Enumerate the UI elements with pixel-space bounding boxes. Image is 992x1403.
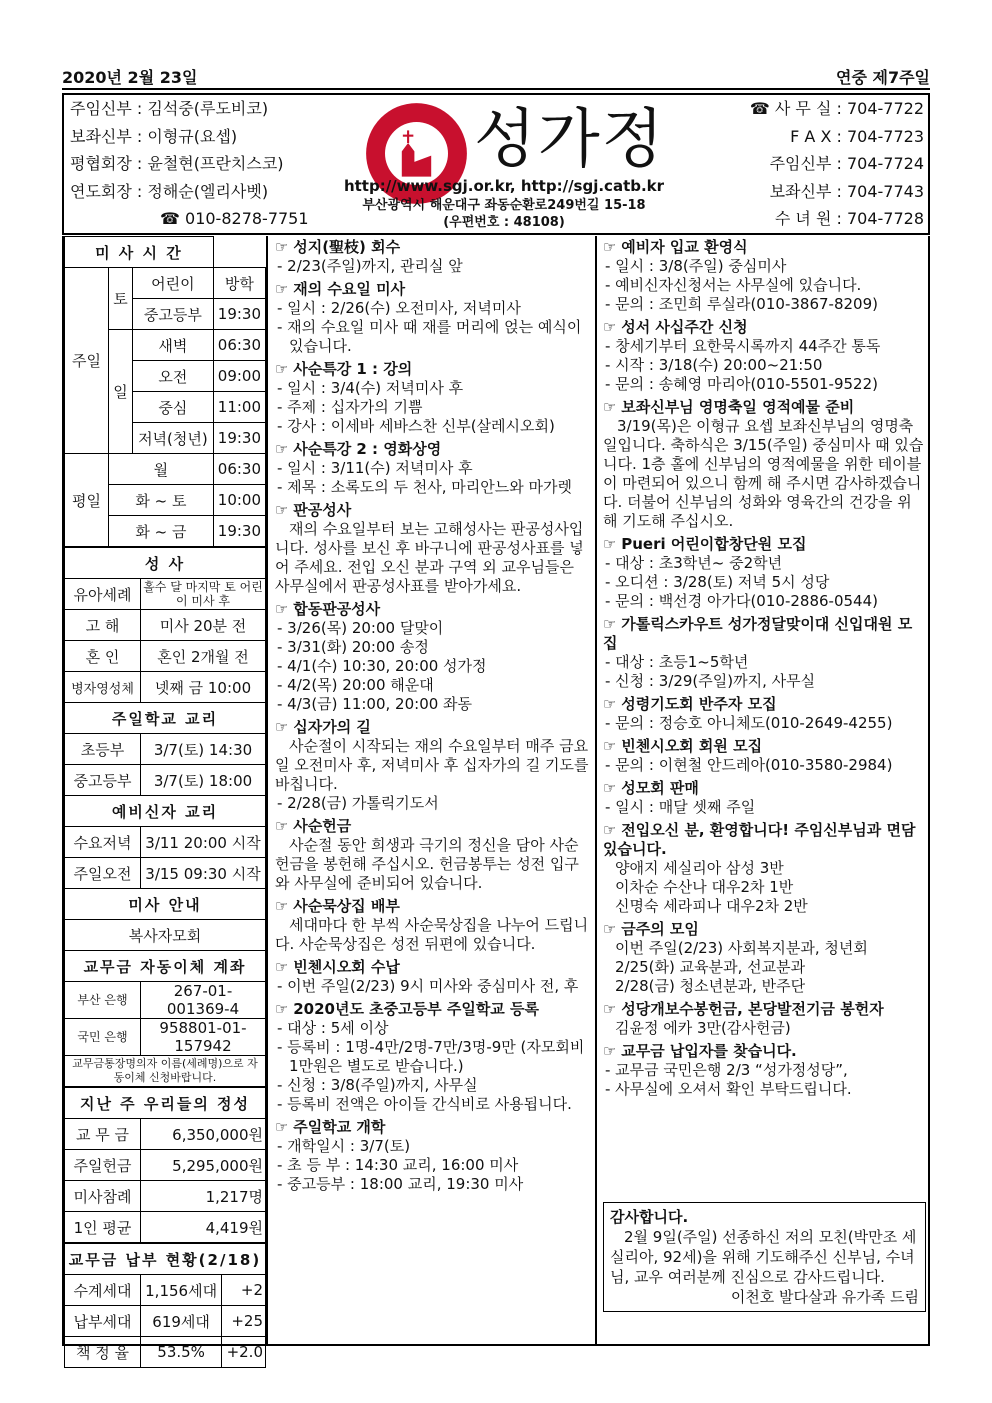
notice-item xyxy=(271,278,595,358)
notice-line: - 개학일시 : 3/7(토) xyxy=(277,1137,411,1155)
notice-item xyxy=(271,895,595,956)
notice-title: ☞ 사순특강 2 : 영화상영 xyxy=(275,440,591,459)
notice-line: 신명숙 세라피나 대우2차 2반 xyxy=(615,897,808,915)
notice-item xyxy=(599,819,930,918)
notice-title: ☞ 사순묵상집 배부 xyxy=(275,897,591,916)
notice-body: 3/19(목)은 이형규 요셉 보좌신부님의 영명축일입니다. 축하식은 3/15(주일) 중심미사 때 있습니다. 1층 홀에 신부님의 영적예물을 위한 테이블이 마련되어 있으니 함께 해 주시면 감사하겠습니다. 더불어 신부님의 성화와 영육간의 건강을 위해 기도해 주십시오. xyxy=(603,417,924,530)
notice-body: 세대마다 한 부씩 사순묵상집을 나누어 드립니다. 사순묵상집은 성전 뒤편에 있습니다. xyxy=(275,916,589,953)
notice-line: - 4/3(금) 11:00, 20:00 좌동 xyxy=(277,695,473,713)
notice-item xyxy=(271,236,595,278)
notice-line: - 3/26(목) 20:00 달맞이 xyxy=(277,619,444,637)
notice-line: - 등록비 전액은 아이들 간식비로 사용됩니다. xyxy=(277,1095,572,1113)
notice-title: ☞ 주일학교 개학 xyxy=(275,1118,591,1137)
thanks-box: 감사합니다. 2월 9일(주일) 선종하신 저의 모친(박만조 세실리아, 92세)을 위해 기도해주신 신부님, 수녀님, 교우 여러분께 진심으로 감사드립니다. 이천호 발다살과 유가족 드림 xyxy=(603,1202,926,1312)
notice-title: ☞ 예비자 입교 환영식 xyxy=(603,238,926,257)
notice-item xyxy=(599,998,930,1040)
notice-title: ☞ 성모회 판매 xyxy=(603,779,926,798)
dues-table: 교무금 납부 현황(2/18) 수계세대 1,156세대 +2 납부세대 619세대 +25 책 정 율 53.5% +2.0 xyxy=(64,1243,266,1368)
staff-list xyxy=(70,95,309,233)
notice-line: - 4/1(수) 10:30, 20:00 성가정 xyxy=(277,657,487,675)
address: 부산광역시 해운대구 좌동순환로249번길 15-18 (우편번호 : 48108) xyxy=(362,198,646,230)
right-column xyxy=(599,236,930,1344)
notice-line: 2/28(금) 청소년분과, 반주단 xyxy=(615,977,806,995)
notice-item xyxy=(599,316,930,396)
notice-line: - 재의 수요일 미사 때 재를 머리에 얹는 예식이 있습니다. xyxy=(277,318,582,355)
notice-line: 이차순 수산나 대우2차 1반 xyxy=(615,878,794,896)
notice-item xyxy=(599,918,930,998)
office-phone: ☎ 사 무 실 : 704-7722 xyxy=(749,99,924,118)
left-column xyxy=(64,236,268,1362)
phone: ☎ 010-8278-7751 xyxy=(160,209,309,228)
notice-title: ☞ 전입오신 분, 환영합니다! 주임신부님과 면담 있습니다. xyxy=(603,821,926,859)
notice-title: ☞ 합동판공성사 xyxy=(275,600,591,619)
notice-item xyxy=(599,1040,930,1101)
notice-line: 이번 주일(2/23) 사회복지분과, 청년회 xyxy=(615,939,868,957)
notice-title: ☞ 성당개보수봉헌금, 본당발전기금 봉헌자 xyxy=(603,1000,926,1019)
notice-line: - 신청 : 3/29(주일)까지, 사무실 xyxy=(605,672,816,690)
notice-line: - 오디션 : 3/28(토) 저녁 5시 성당 xyxy=(605,573,830,591)
notice-line: - 4/2(목) 20:00 해운대 xyxy=(277,676,434,694)
notice-item xyxy=(271,716,595,815)
notice-line: - 2/23(주일)까지, 관리실 앞 xyxy=(277,257,463,275)
notice-line: - 초 등 부 : 14:30 교리, 16:00 미사 xyxy=(277,1156,519,1174)
notice-item xyxy=(599,613,930,693)
notice-line: - 시작 : 3/18(수) 20:00~21:50 xyxy=(605,356,823,374)
notice-item xyxy=(271,956,595,998)
notice-title: ☞ 2020년도 초중고등부 주일학교 등록 xyxy=(275,1000,591,1019)
notice-item xyxy=(599,735,930,777)
prayer-president: 연도회장 : 정해순(엘리사벳) xyxy=(70,181,269,201)
notice-line: - 2/28(금) 가톨릭기도서 xyxy=(277,794,439,812)
notice-title: ☞ 사순특강 1 : 강의 xyxy=(275,360,591,379)
notice-line: - 문의 : 송혜영 마리아(010-5501-9522) xyxy=(605,375,878,393)
fax: F A X : 704-7723 xyxy=(790,126,924,146)
notice-item xyxy=(271,1116,595,1196)
notice-line: - 강사 : 이세바 세바스찬 신부(살레시오회) xyxy=(277,417,555,435)
notice-line: - 문의 : 백선경 아가다(010-2886-0544) xyxy=(605,592,878,610)
notice-line: - 사무실에 오셔서 확인 부탁드립니다. xyxy=(605,1080,852,1098)
notice-line: - 일시 : 3/4(수) 저녁미사 후 xyxy=(277,379,464,397)
website-links[interactable]: http://www.sgj.or.kr, http://sgj.catb.kr xyxy=(343,177,665,195)
assistant-phone: 보좌신부 : 704-7743 xyxy=(769,181,924,201)
notice-item xyxy=(599,693,930,735)
notice-line: - 일시 : 2/26(수) 오전미사, 저녁미사 xyxy=(277,299,521,317)
notice-body: 사순절이 시작되는 재의 수요일부터 매주 금요일 오전미사 후, 저녁미사 후 십자가의 길 기도를 바칩니다. xyxy=(275,737,589,793)
notice-title: ☞ 재의 수요일 미사 xyxy=(275,280,591,299)
notice-item xyxy=(599,236,930,316)
pastor-phone: 주임신부 : 704-7724 xyxy=(769,154,924,173)
notice-item xyxy=(599,533,930,613)
top-bar xyxy=(62,66,930,90)
notice-line: - 교무금 국민은행 2/3 “성가정성당”, xyxy=(605,1061,848,1079)
convent-phone: 수 녀 원 : 704-7728 xyxy=(774,209,924,228)
notice-title: ☞ 십자가의 길 xyxy=(275,718,591,737)
notice-line: - 대상 : 초3학년~ 중2학년 xyxy=(605,554,783,572)
notice-title: ☞ 성지(聖枝) 회수 xyxy=(275,238,591,257)
notice-title: ☞ 교무금 납입자를 찾습니다. xyxy=(603,1042,926,1061)
mass-schedule-table: 미 사 시 간 주일 토 어린이 방학 중고등부 19:30 일 새벽 06:30 오전 09:00 중심 11:00 저녁(청년) 19:30 평일 월 06:30 화 ~ 토 10:00 화 ~ 금 19:30 xyxy=(64,236,266,547)
notice-line: - 등록비 : 1명-4만/2명-7만/3명-9만 (자모회비 1만원은 별도로 받습니다.) xyxy=(277,1038,585,1075)
notice-title: ☞ 사순헌금 xyxy=(275,817,591,836)
notice-item xyxy=(271,358,595,438)
council-president: 평협회장 : 윤철현(프란치스코) xyxy=(70,154,284,173)
notice-line: - 일시 : 3/11(수) 저녁미사 후 xyxy=(277,459,473,477)
notice-line: - 예비신자신청서는 사무실에 있습니다. xyxy=(605,276,862,294)
notice-line: 2/25(화) 교육분과, 선교분과 xyxy=(615,958,806,976)
notice-line: - 대상 : 초등1~5학년 xyxy=(605,653,749,671)
notice-line: 김윤정 에카 3만(감사헌금) xyxy=(615,1019,791,1037)
notice-line: - 3/31(화) 20:00 송정 xyxy=(277,638,429,656)
middle-column xyxy=(271,236,597,1344)
contact-list xyxy=(750,95,924,233)
notice-line: - 문의 : 조민희 루실라(010-3867-8209) xyxy=(605,295,878,313)
notice-line: 양애지 세실리아 삼성 3반 xyxy=(615,859,784,877)
assistant-priest: 보좌신부 : 이형규(요셉) xyxy=(70,126,238,146)
notice-line: - 문의 : 이현철 안드레아(010-3580-2984) xyxy=(605,756,893,774)
masthead xyxy=(62,93,930,235)
notice-item xyxy=(271,438,595,499)
notice-line: - 제목 : 소록도의 두 천사, 마리안느와 마가렛 xyxy=(277,478,572,496)
notice-item xyxy=(271,598,595,716)
notice-line: - 중고등부 : 18:00 교리, 19:30 미사 xyxy=(277,1175,524,1193)
notice-title: ☞ 가톨릭스카우트 성가정달맞이대 신입대원 모집 xyxy=(603,615,926,653)
liturgical-week: 연중 제7주일 xyxy=(836,68,930,87)
notice-title: ☞ 빈첸시오회 회원 모집 xyxy=(603,737,926,756)
notice-title: ☞ 성령기도회 반주자 모집 xyxy=(603,695,926,714)
notice-item xyxy=(271,815,595,895)
offering-table: 지난 주 우리들의 정성 교 무 금 6,350,000원 주일헌금 5,295,000원 미사참례 1,217명 1인 평균 4,419원 xyxy=(64,1087,266,1243)
content-area xyxy=(62,236,930,1362)
notice-item xyxy=(599,777,930,819)
newsletter-title: 성가정 xyxy=(474,103,666,177)
notice-title: ☞ 성서 사십주간 신청 xyxy=(603,318,926,337)
notice-item xyxy=(599,396,930,533)
notice-line: - 이번 주일(2/23) 9시 미사와 중심미사 전, 후 xyxy=(277,977,579,995)
pastor: 주임신부 : 김석중(루도비코) xyxy=(70,99,269,118)
notice-title: ☞ 금주의 모임 xyxy=(603,920,926,939)
notice-item xyxy=(271,998,595,1116)
issue-date: 2020년 2월 23일 xyxy=(62,68,198,87)
notice-line: - 창세기부터 요한묵시록까지 44주간 통독 xyxy=(605,337,881,355)
notice-line: - 일시 : 3/8(주일) 중심미사 xyxy=(605,257,787,275)
notice-line: - 대상 : 5세 이상 xyxy=(277,1019,389,1037)
notice-title: ☞ 판공성사 xyxy=(275,501,591,520)
notice-body: 사순절 동안 희생과 극기의 정신을 담아 사순헌금을 봉헌해 주십시오. 헌금봉투는 성전 입구와 사무실에 준비되어 있습니다. xyxy=(275,836,579,892)
notice-title: ☞ Pueri 어린이합창단원 모집 xyxy=(603,535,926,554)
notice-title: ☞ 빈첸시오회 수납 xyxy=(275,958,591,977)
sacrament-table: 성 사 유아세례 홀수 달 마지막 토 어린이 미사 후 고 해 미사 20분 전 혼 인 혼인 2개월 전 병자영성체 넷째 금 10:00 주일학교 교리 초등부 3/7(토) 14:30 중고등부 3/7(토) 18:00 예비신자 교리 수요저녁 3/11 20:00 시작 주일오전 3/15 09:30 시작 미사 안내 복사자모회 교무금 자동이체 계좌 부산 은행 267-01-001369-4 국민 은행 958801-01-157942 교무금통장명의자 이름(세례명)으로 자동이체 신청바랍니다. xyxy=(64,547,266,1087)
notice-line: - 문의 : 정승호 아니체도(010-2649-4255) xyxy=(605,714,893,732)
notice-item xyxy=(271,499,595,598)
notice-line: - 신청 : 3/8(주일)까지, 사무실 xyxy=(277,1076,478,1094)
notice-line: - 주제 : 십자가의 기쁨 xyxy=(277,398,423,416)
notice-line: - 일시 : 매달 셋째 주일 xyxy=(605,798,756,816)
notice-body: 재의 수요일부터 보는 고해성사는 판공성사입니다. 성사를 보신 후 바구니에 판공성사표를 넣어 주세요. 전입 오신 분과 구역 외 교우님들은 사무실에서 판공성사표를 받아가세요. xyxy=(275,520,584,595)
notice-title: ☞ 보좌신부님 영명축일 영적예물 준비 xyxy=(603,398,926,417)
